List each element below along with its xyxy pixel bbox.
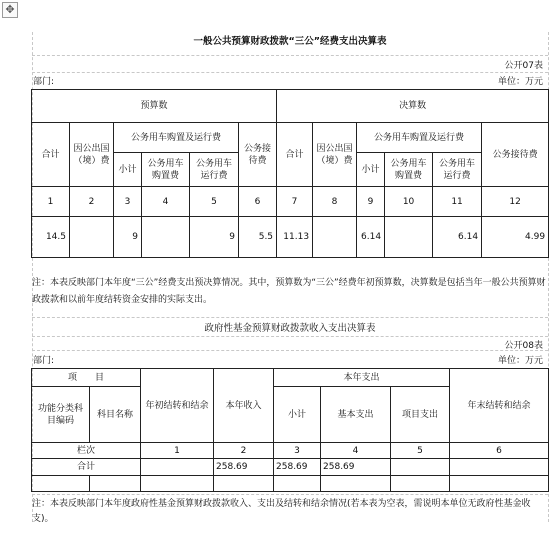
- total-cell: [141, 459, 214, 476]
- guide-line: [32, 72, 548, 73]
- header-subject-name: 科目名称: [90, 387, 141, 443]
- final-header: 决算数: [277, 90, 549, 123]
- header-end-balance: 年末结转和结余: [450, 369, 549, 443]
- value-cell: 14.5: [32, 217, 70, 258]
- table1-code: 公开07表: [504, 61, 543, 71]
- col-number: 3: [274, 443, 321, 459]
- header-vehicle-group: 公务用车购置及运行费: [357, 123, 482, 153]
- table2-title: 政府性基金预算财政拨款收入支出决算表: [204, 323, 376, 334]
- col-number: 2: [70, 187, 114, 217]
- empty-cell: [274, 476, 321, 492]
- total-cell: [450, 459, 549, 476]
- guide-line: [32, 350, 548, 351]
- col-number: 3: [114, 187, 142, 217]
- table2-grid: [31, 368, 549, 492]
- col-number: 2: [214, 443, 274, 459]
- total-cell: [391, 459, 450, 476]
- header-func-code: 功能分类科目编码: [32, 387, 90, 443]
- header-total: 合计: [277, 123, 313, 187]
- header-vehicle-operation: 公务用车运行费: [433, 153, 482, 187]
- table1-grid: [31, 89, 549, 258]
- col-number: 12: [482, 187, 549, 217]
- table2-code: 公开08表: [504, 341, 543, 351]
- value-cell: 11.13: [277, 217, 313, 258]
- empty-cell: [450, 476, 549, 492]
- empty-cell: [141, 476, 214, 492]
- value-cell: 9: [190, 217, 239, 258]
- table1-note: 注：本表反映部门本年度“三公”经费支出预决算情况。其中，预算数为“三公”经费年初预算数，决算数是包括当年一般公共预算财政拨款和以前年度结转资金安排的实际支出。: [32, 278, 546, 305]
- col-label: 栏次: [32, 443, 141, 459]
- guide-line: [32, 336, 548, 337]
- header-subtotal: 小计: [114, 153, 142, 187]
- value-cell: [313, 217, 357, 258]
- header-income: 本年收入: [214, 369, 274, 443]
- value-cell: [142, 217, 190, 258]
- header-vehicle-operation: 公务用车运行费: [190, 153, 239, 187]
- col-number: 4: [142, 187, 190, 217]
- col-number: 4: [321, 443, 391, 459]
- budget-header: 预算数: [32, 90, 277, 123]
- total-cell: 258.69: [274, 459, 321, 476]
- table2-dept-label: 部门:: [33, 356, 55, 366]
- col-number: 1: [32, 187, 70, 217]
- header-basic-expense: 基本支出: [321, 387, 391, 443]
- col-number: 11: [433, 187, 482, 217]
- table2-unit-label: 单位：万元: [497, 356, 543, 366]
- value-cell: 6.14: [433, 217, 482, 258]
- empty-cell: [90, 476, 141, 492]
- empty-cell: [214, 476, 274, 492]
- table1-dept-label: 部门:: [33, 77, 55, 87]
- value-cell: 6.14: [357, 217, 385, 258]
- table1-unit-label: 单位：万元: [497, 77, 543, 87]
- empty-cell: [321, 476, 391, 492]
- total-cell: 258.69: [214, 459, 274, 476]
- col-number: 9: [357, 187, 385, 217]
- header-travel-abroad: 因公出国（境）费: [313, 123, 357, 187]
- guide-line: [32, 55, 548, 56]
- total-cell: 258.69: [321, 459, 391, 476]
- col-number: 7: [277, 187, 313, 217]
- header-travel-abroad: 因公出国（境）费: [70, 123, 114, 187]
- total-label: 合计: [32, 459, 141, 476]
- header-vehicle-purchase: 公务用车购置费: [142, 153, 190, 187]
- table2-note: 注：本表反映部门本年度政府性基金预算财政拨款收入、支出及结转和结余情况(若本表为空表，需说明本单位无政府性基金收支)。: [32, 499, 531, 524]
- header-begin-balance: 年初结转和结余: [141, 369, 214, 443]
- header-subtotal: 小计: [274, 387, 321, 443]
- empty-cell: [391, 476, 450, 492]
- header-vehicle-group: 公务用车购置及运行费: [114, 123, 239, 153]
- header-item: 项 目: [32, 369, 141, 387]
- header-reception: 公务接待费: [482, 123, 549, 187]
- col-number: 8: [313, 187, 357, 217]
- guide-line: [32, 317, 548, 318]
- guide-line: [32, 494, 548, 495]
- value-cell: [385, 217, 433, 258]
- header-reception: 公务接待费: [239, 123, 277, 187]
- col-number: 5: [190, 187, 239, 217]
- header-vehicle-purchase: 公务用车购置费: [385, 153, 433, 187]
- col-number: 6: [450, 443, 549, 459]
- value-cell: 5.5: [239, 217, 277, 258]
- header-expense-group: 本年支出: [274, 369, 450, 387]
- col-number: 6: [239, 187, 277, 217]
- col-number: 1: [141, 443, 214, 459]
- value-cell: 4.99: [482, 217, 549, 258]
- table1-title: 一般公共预算财政拨款“三公”经费支出决算表: [193, 36, 387, 47]
- empty-cell: [32, 476, 90, 492]
- col-number: 10: [385, 187, 433, 217]
- header-project-expense: 项目支出: [391, 387, 450, 443]
- value-cell: 9: [114, 217, 142, 258]
- value-cell: [70, 217, 114, 258]
- header-total: 合计: [32, 123, 70, 187]
- col-number: 5: [391, 443, 450, 459]
- header-subtotal: 小计: [357, 153, 385, 187]
- table-move-handle-icon[interactable]: ✥: [2, 2, 18, 18]
